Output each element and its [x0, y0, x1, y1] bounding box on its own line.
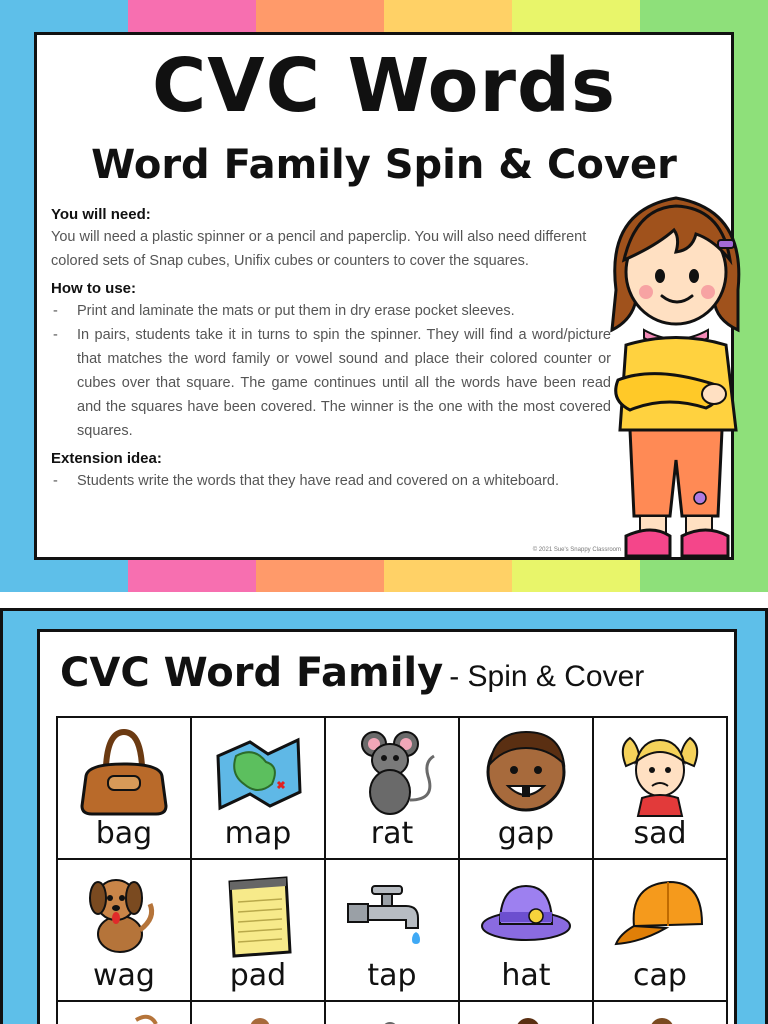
partial-icon: [478, 1010, 574, 1024]
page-subtitle: Word Family Spin & Cover: [91, 142, 677, 188]
word-label: wag: [93, 958, 155, 993]
word-cell[interactable]: [460, 718, 594, 860]
word-cell[interactable]: [58, 860, 192, 1002]
game-board-card: [37, 629, 737, 1024]
word-label: hat: [501, 958, 551, 993]
faucet-icon: [344, 868, 440, 960]
word-cell[interactable]: [58, 718, 192, 860]
copyright: © 2021 Sue's Snappy Classroom: [532, 547, 621, 553]
game-board-page: [0, 608, 768, 1024]
partial-icon: [76, 1010, 172, 1024]
partial-icon: [210, 1010, 306, 1024]
you-will-need-heading: You will need:: [51, 206, 151, 223]
word-label: tap: [367, 958, 417, 993]
word-grid: [56, 716, 728, 1024]
partial-icon: [344, 1010, 440, 1024]
word-cell[interactable]: [326, 860, 460, 1002]
word-cell[interactable]: [594, 718, 728, 860]
map-icon: [210, 726, 306, 818]
you-will-need-text: You will need a plastic spinner or a pencil and paperclip. You will also need different colored sets of Snap cubes, Unifix cubes or counters to cover the squares.: [51, 229, 587, 269]
word-label: sad: [633, 816, 687, 851]
word-cell[interactable]: [192, 1002, 326, 1024]
gap-tooth-boy-icon: [478, 726, 574, 818]
list-item: - Students write the words that they have read and covered on a whiteboard.: [51, 469, 611, 493]
word-cell[interactable]: [192, 860, 326, 1002]
word-label: map: [224, 816, 292, 851]
partial-icon: [612, 1010, 708, 1024]
word-label: rat: [370, 816, 414, 851]
hat-icon: [478, 868, 574, 960]
word-cell[interactable]: [192, 718, 326, 860]
board-title: [60, 650, 644, 696]
word-cell[interactable]: [460, 860, 594, 1002]
instructions-text: [51, 205, 611, 499]
extension-idea-list: [51, 469, 611, 493]
word-cell[interactable]: [58, 1002, 192, 1024]
word-cell[interactable]: [594, 860, 728, 1002]
how-to-use-list: [51, 299, 611, 443]
bag-icon: [76, 726, 172, 818]
word-label: bag: [95, 816, 153, 851]
notepad-icon: [210, 868, 306, 960]
page-title: CVC Words: [152, 43, 616, 129]
word-cell[interactable]: [326, 718, 460, 860]
how-to-use-heading: How to use:: [51, 280, 136, 297]
board-title-bold: CVC Word Family: [60, 650, 444, 696]
list-item: - Print and laminate the mats or put them in dry erase pocket sleeves.: [51, 299, 611, 323]
word-label: gap: [497, 816, 555, 851]
extension-idea-heading: Extension idea:: [51, 450, 162, 467]
cap-icon: [612, 868, 708, 960]
girl-illustration-icon: [596, 180, 756, 574]
dog-icon: [76, 868, 172, 960]
list-item: - In pairs, students take it in turns to spin the spinner. They will find a word/picture that matches the word family or vowel sound and place their colored counter or cubes over that square. The game continues until all the words have been read and the squares have been covered. The winner is the one with the most covered squares.: [51, 323, 611, 443]
word-label: cap: [633, 958, 687, 993]
word-cell[interactable]: [594, 1002, 728, 1024]
word-cell[interactable]: [326, 1002, 460, 1024]
rat-icon: [344, 726, 440, 818]
board-title-rest: - Spin & Cover: [449, 660, 645, 693]
sad-girl-icon: [612, 726, 708, 818]
word-label: pad: [229, 958, 287, 993]
word-cell[interactable]: [460, 1002, 594, 1024]
